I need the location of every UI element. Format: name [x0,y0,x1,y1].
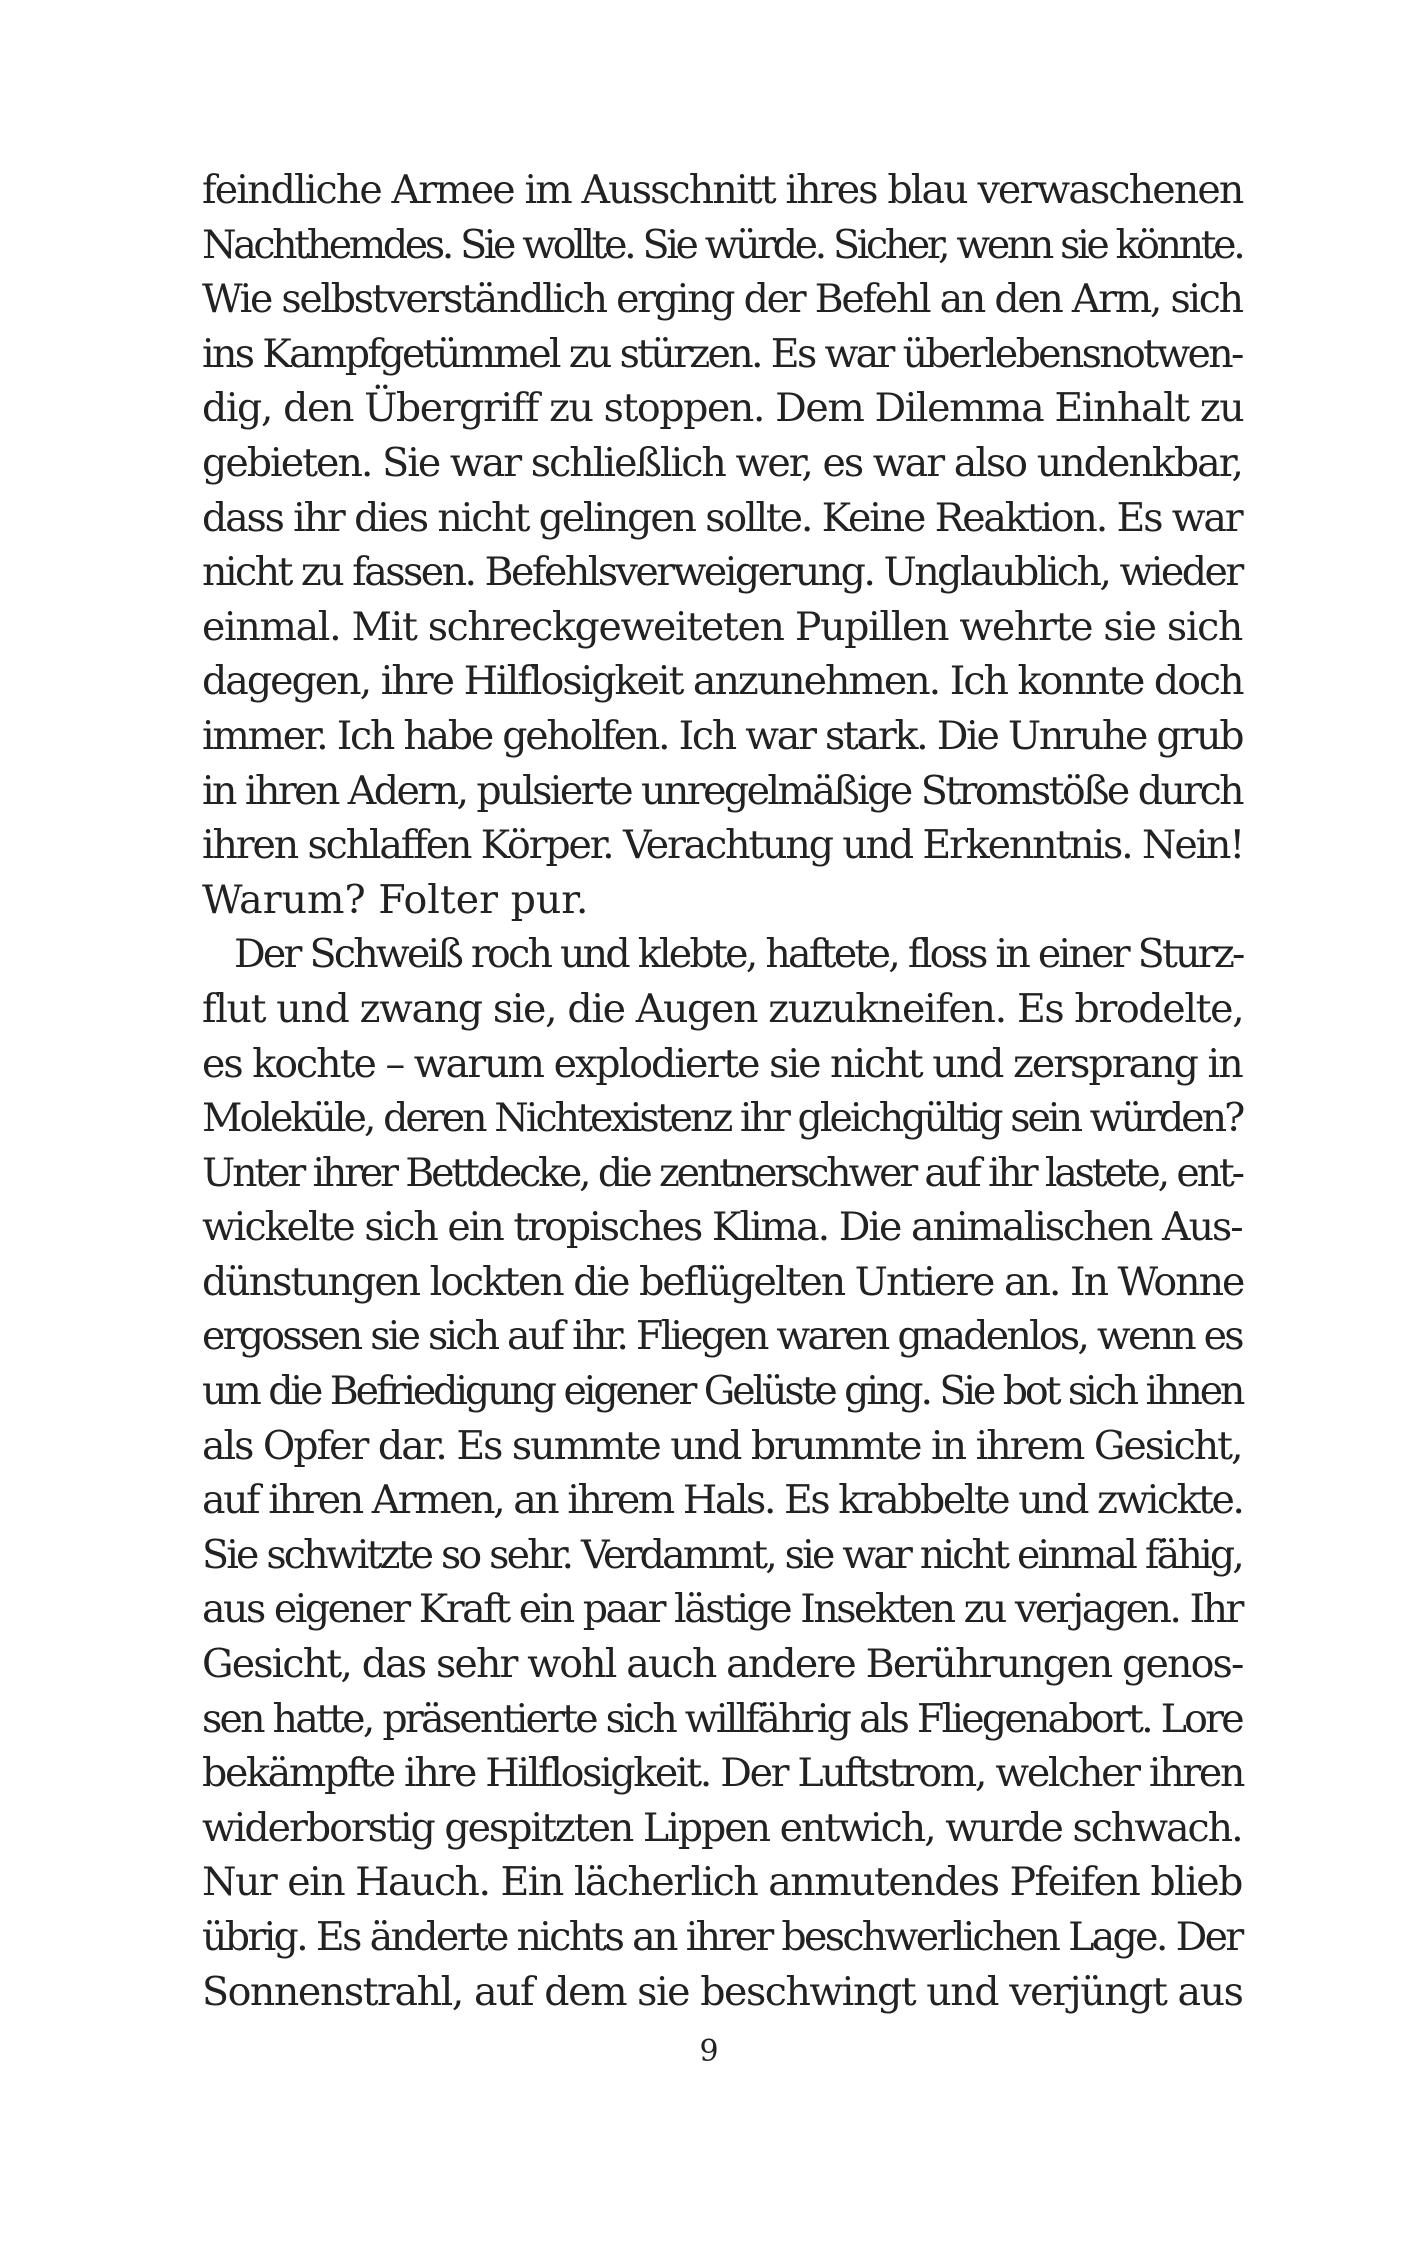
text-line: wickelte sich ein tropisches Klima. Die animalischen Aus- [202,1204,1242,1251]
text-line: aus eigener Kraft ein paar lästige Insekten zu verjagen. Ihr [202,1586,1242,1633]
text-line: feindliche Armee im Ausschnitt ihres blau verwaschenen [202,167,1243,213]
text-line: einmal. Mit schreckgeweiteten Pupillen wehrte sie sich [202,603,1243,650]
text-line: Moleküle, deren Nichtexistenz ihr gleichgültig sein würden? [202,1095,1243,1142]
text-line: dass ihr dies nicht gelingen sollte. Keine Reaktion. Es war [202,494,1242,541]
text-line: in ihren Adern, pulsierte unregelmäßige Stromstöße durch [202,767,1243,814]
page-number: 9 [699,2034,719,2069]
text-line: als Opfer dar. Es summte und brummte in ihrem Gesicht, [202,1422,1242,1469]
text-line: ergossen sie sich auf ihr. Fliegen waren gnadenlos, wenn es [202,1313,1242,1360]
text-line: Warum? Folter pur. [202,876,589,923]
text-line: Sonnenstrahl, auf dem sie beschwingt und verjüngt aus [202,1968,1243,2015]
text-line: Unter ihrer Bettdecke, die zentnerschwer auf ihr lastete, ent- [202,1149,1242,1196]
paragraph-start-line: Der Schweiß roch und klebte, haftete, floss in einer Sturz- [234,931,1243,978]
text-line: flut und zwang sie, die Augen zuzukneifen. Es brodelte, [202,985,1244,1032]
text-line: nicht zu fassen. Befehlsverweigerung. Unglaublich, wieder [202,549,1242,596]
text-line: dig, den Übergriff zu stoppen. Dem Dilemma Einhalt zu [202,385,1244,432]
text-line: ihren schlaffen Körper. Verachtung und Erkenntnis. Nein! [202,822,1244,869]
text-line: Nachthemdes. Sie wollte. Sie würde. Sicher, wenn sie könnte. [202,221,1243,268]
text-line: um die Befriedigung eigener Gelüste ging. Sie bot sich ihnen [202,1368,1243,1415]
text-line: bekämpfte ihre Hilflosigkeit. Der Luftstrom, welcher ihren [202,1750,1244,1797]
text-line: Sie schwitzte so sehr. Verdammt, sie war nicht einmal fähig, [202,1531,1243,1578]
text-line: Wie selbstverständlich erging der Befehl an den Arm, sich [202,276,1242,323]
text-line: dagegen, ihre Hilflosigkeit anzunehmen. Ich konnte doch [202,658,1243,705]
text-line: sen hatte, präsentierte sich willfährig als Fliegenabort. Lore [202,1695,1242,1742]
text-line: es kochte – warum explodierte sie nicht und zersprang in [202,1040,1242,1087]
text-line: dünstungen lockten die beflügelten Untiere an. In Wonne [202,1258,1244,1305]
text-line: gebieten. Sie war schließlich wer, es war also undenkbar, [202,439,1242,486]
text-line: auf ihren Armen, an ihrem Hals. Es krabbelte und zwickte. [202,1477,1243,1524]
text-line: widerborstig gespitzten Lippen entwich, wurde schwach. [202,1804,1242,1851]
text-line: Nur ein Hauch. Ein lächerlich anmutendes Pfeifen blieb [202,1859,1242,1906]
body-text [202,163,1242,2019]
text-line: ins Kampfgetümmel zu stürzen. Es war überlebensnotwen- [202,330,1242,377]
text-line: Gesicht, das sehr wohl auch andere Berührungen genos- [202,1641,1243,1688]
text-line: übrig. Es änderte nichts an ihrer beschwerlichen Lage. Der [202,1914,1242,1960]
text-line: immer. Ich habe geholfen. Ich war stark. Die Unruhe grub [202,712,1243,759]
